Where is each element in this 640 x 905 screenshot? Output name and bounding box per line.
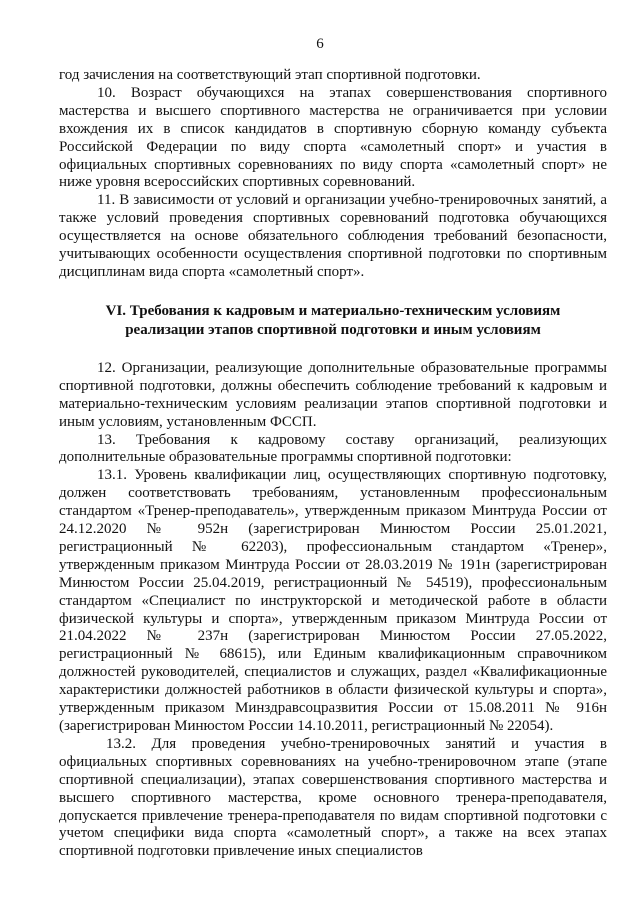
- paragraph-13-2: 13.2. Для проведения учебно-тренировочных занятий и участия в официальных спортивных соревнованиях на учебно-тренировочном этапе (этапе спортивной специализации), этапах совершенствования спортивного мастерства и высшего спортивного мастерства, кроме основного тренера-преподавателя, допускается привлечение тренера-преподавателя по видам спортивной подготовки с учетом специфики вида спорта «самолетный спорт», а также на всех этапах спортивной подготовки привлечение иных специалистов: [59, 735, 607, 860]
- paragraph-11: 11. В зависимости от условий и организации учебно-тренировочных занятий, а также условий проведения спортивных соревнований подготовка обучающихся осуществляется на основе обязательного соблюдения требований безопасности, учитывающих особенности осуществления спортивной подготовки по спортивным дисциплинам вида спорта «самолетный спорт».: [59, 192, 607, 280]
- page-number: 6: [316, 36, 324, 52]
- paragraph-12: 12. Организации, реализующие дополнительные образовательные программы спортивной подготовки, должны обеспечить соблюдение требований к кадровым и материально-техническим условиям реализации этапов спортивной подготовки и иным условиям, установленным ФССП.: [59, 359, 607, 430]
- paragraph-13-1: 13.1. Уровень квалификации лиц, осуществляющих спортивную подготовку, должен соответствовать требованиям, установленным профессиональным стандартом «Тренер-преподаватель», утвержденным приказом Минтруда России от 24.12.2020 № 952н (зарегистрирован Минюстом России 25.01.2021, регистрационный № 62203), профессиональным стандартом «Тренер», утвержденным приказом Минтруда России от 28.03.2019 № 191н (зарегистрирован Минюстом России 25.04.2019, регистрационный № 54519), профессиональным стандартом «Специалист по инструкторской и методической работе в области физической культуры и спорта», утвержденным приказом Минтруда России от 21.04.2022 № 237н (зарегистрирован Минюстом России 27.05.2022, регистрационный № 68615), или Единым квалификационным справочником должностей руководителей, специалистов и служащих, раздел «Квалификационные характеристики должностей работников в области физической культуры и спорта», утвержденным приказом Минздравсоцразвития России от 15.08.2011 № 916н (зарегистрирован Минюстом России 14.10.2011, регистрационный № 22054).: [59, 467, 607, 734]
- document-body: [59, 67, 607, 861]
- section-heading-line-2: реализации этапов спортивной подготовки и иным условиям: [125, 321, 541, 338]
- section-heading: [59, 302, 607, 340]
- paragraph-13: 13. Требования к кадровому составу организаций, реализующих дополнительные образовательные программы спортивной подготовки:: [59, 431, 607, 466]
- paragraph-continuation: год зачисления на соответствующий этап спортивной подготовки.: [59, 67, 481, 83]
- section-heading-line-1: VI. Требования к кадровым и материально-техническим условиям: [105, 302, 561, 319]
- paragraph-10: 10. Возраст обучающихся на этапах совершенствования спортивного мастерства и высшего спортивного мастерства не ограничивается при условии вхождения их в список кандидатов в спортивную сборную команду субъекта Российской Федерации по виду спорта «самолетный спорт» и участия в официальных спортивных соревнованиях по виду спорта «самолетный спорт» не ниже уровня всероссийских спортивных соревнований.: [59, 84, 607, 191]
